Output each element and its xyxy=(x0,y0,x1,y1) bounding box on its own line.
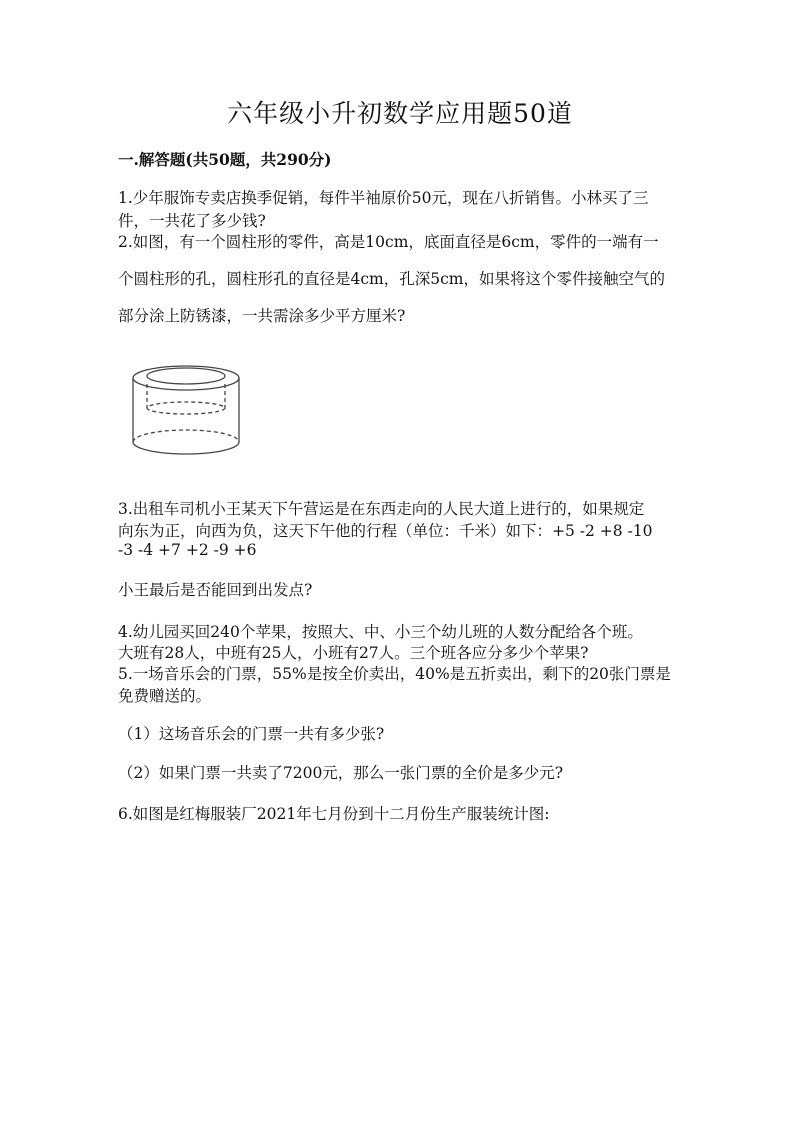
question-5-part-2: （2）如果门票一共卖了7200元，那么一张门票的全价是多少元? xyxy=(118,764,564,782)
question-6-line-1: 6.如图是红梅服装厂2021年七月份到十二月份生产服装统计图: xyxy=(118,805,550,823)
page-title: 六年级小升初数学应用题50道 xyxy=(227,99,573,128)
question-1-line-1: 1.少年服饰专卖店换季促销，每件半袖原价50元，现在八折销售。小林买了三 xyxy=(118,189,649,207)
question-3-line-2: 向东为正，向西为负，这天下午他的行程（单位：千米）如下：+5 -2 +8 -10 xyxy=(118,522,653,540)
question-4-line-2: 大班有28人，中班有25人，小班有27人。三个班各应分多少个苹果? xyxy=(118,644,589,662)
hollow-cylinder-figure xyxy=(126,360,246,460)
question-5-part-1: （1）这场音乐会的门票一共有多少张? xyxy=(118,725,385,743)
question-2-line-3: 部分涂上防锈漆，一共需涂多少平方厘米? xyxy=(118,307,406,325)
question-2-line-1: 2.如图，有一个圆柱形的零件，高是10cm，底面直径是6cm，零件的一端有一 xyxy=(118,233,659,251)
question-1-line-2: 件，一共花了多少钱? xyxy=(118,212,266,230)
question-3-line-1: 3.出租车司机小王某天下午营运是在东西走向的人民大道上进行的，如果规定 xyxy=(118,500,645,518)
question-3-line-4: 小王最后是否能回到出发点? xyxy=(118,581,313,599)
question-5-line-2: 免费赠送的。 xyxy=(118,687,212,705)
section-heading: 一.解答题(共50题，共290分) xyxy=(118,150,332,169)
question-4-line-1: 4.幼儿园买回240个苹果，按照大、中、小三个幼儿班的人数分配给各个班。 xyxy=(118,623,643,641)
question-2-line-2: 个圆柱形的孔，圆柱形孔的直径是4cm，孔深5cm，如果将这个零件接触空气的 xyxy=(118,270,665,288)
question-5-line-1: 5.一场音乐会的门票，55%是按全价卖出，40%是五折卖出，剩下的20张门票是 xyxy=(118,665,671,683)
question-3-line-3: -3 -4 +7 +2 -9 +6 xyxy=(118,541,257,559)
